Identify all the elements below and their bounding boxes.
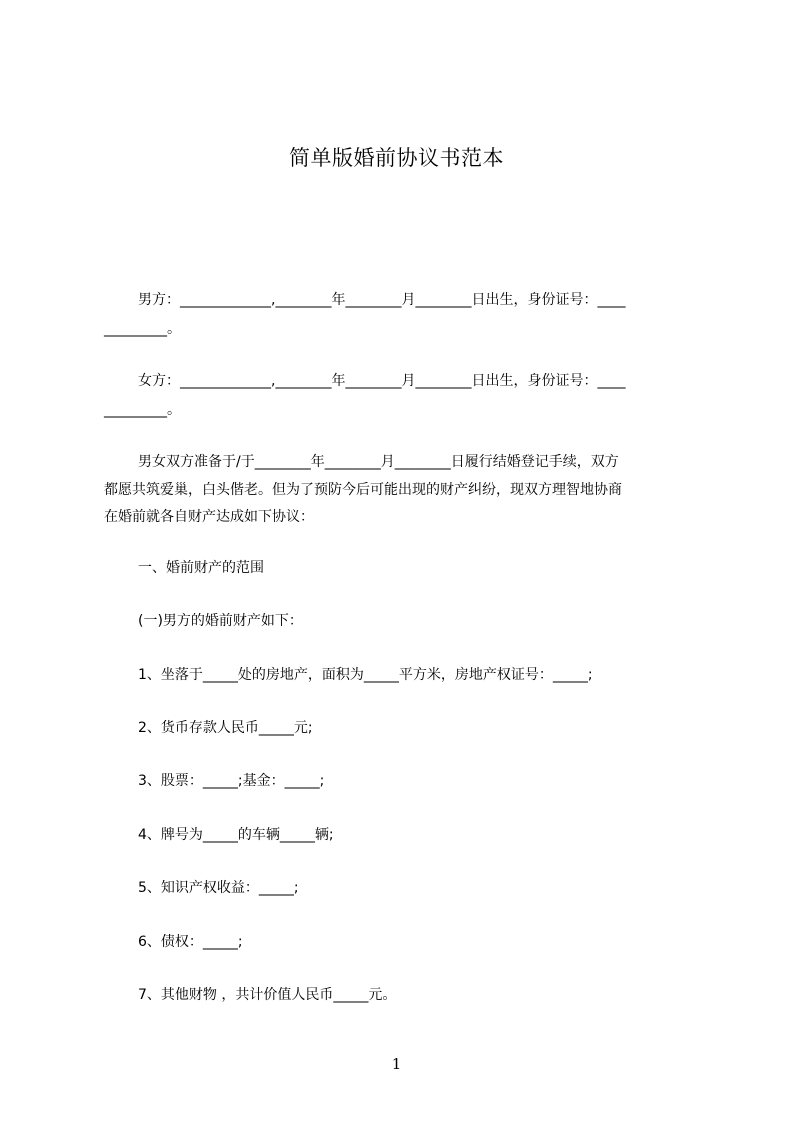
- property-item-1: 1、坐落于_____处的房地产，面积为_____平方米，房地产权证号：_____;: [138, 667, 593, 683]
- intro-paragraph-line-1: 男女双方准备于/于________年________月________日履行结婚登记手续，双方: [138, 454, 619, 470]
- property-item-7: 7、其他财物 ，共计价值人民币_____元。: [138, 987, 397, 1003]
- page-number: 1: [391, 1055, 402, 1073]
- male-party-line: 男方：_____________,________年________月________日出生，身份证号：____: [138, 292, 626, 308]
- property-item-6: 6、债权：_____;: [138, 934, 243, 950]
- female-party-line: 女方：_____________,________年________月________日出生，身份证号：____: [138, 373, 626, 389]
- property-item-4: 4、牌号为_____的车辆_____辆;: [138, 827, 334, 843]
- male-party-line-continued: _________。: [104, 321, 181, 337]
- property-item-3: 3、股票：_____;基金：_____;: [138, 773, 325, 789]
- intro-paragraph-line-3: 在婚前就各自财产达成如下协议：: [104, 509, 314, 525]
- property-item-5: 5、知识产权收益：_____;: [138, 880, 299, 896]
- section-heading-premarital-property-scope: 一、婚前财产的范围: [138, 560, 264, 576]
- subsection-heading-male-property: (一)男方的婚前财产如下：: [138, 613, 303, 629]
- intro-paragraph-line-2: 都愿共筑爱巢，白头偕老。但为了预防今后可能出现的财产纠纷，现双方理智地协商: [104, 482, 622, 498]
- property-item-2: 2、货币存款人民币_____元;: [138, 720, 313, 736]
- female-party-line-continued: _________。: [104, 402, 181, 418]
- document-title: 简单版婚前协议书范本: [289, 146, 504, 170]
